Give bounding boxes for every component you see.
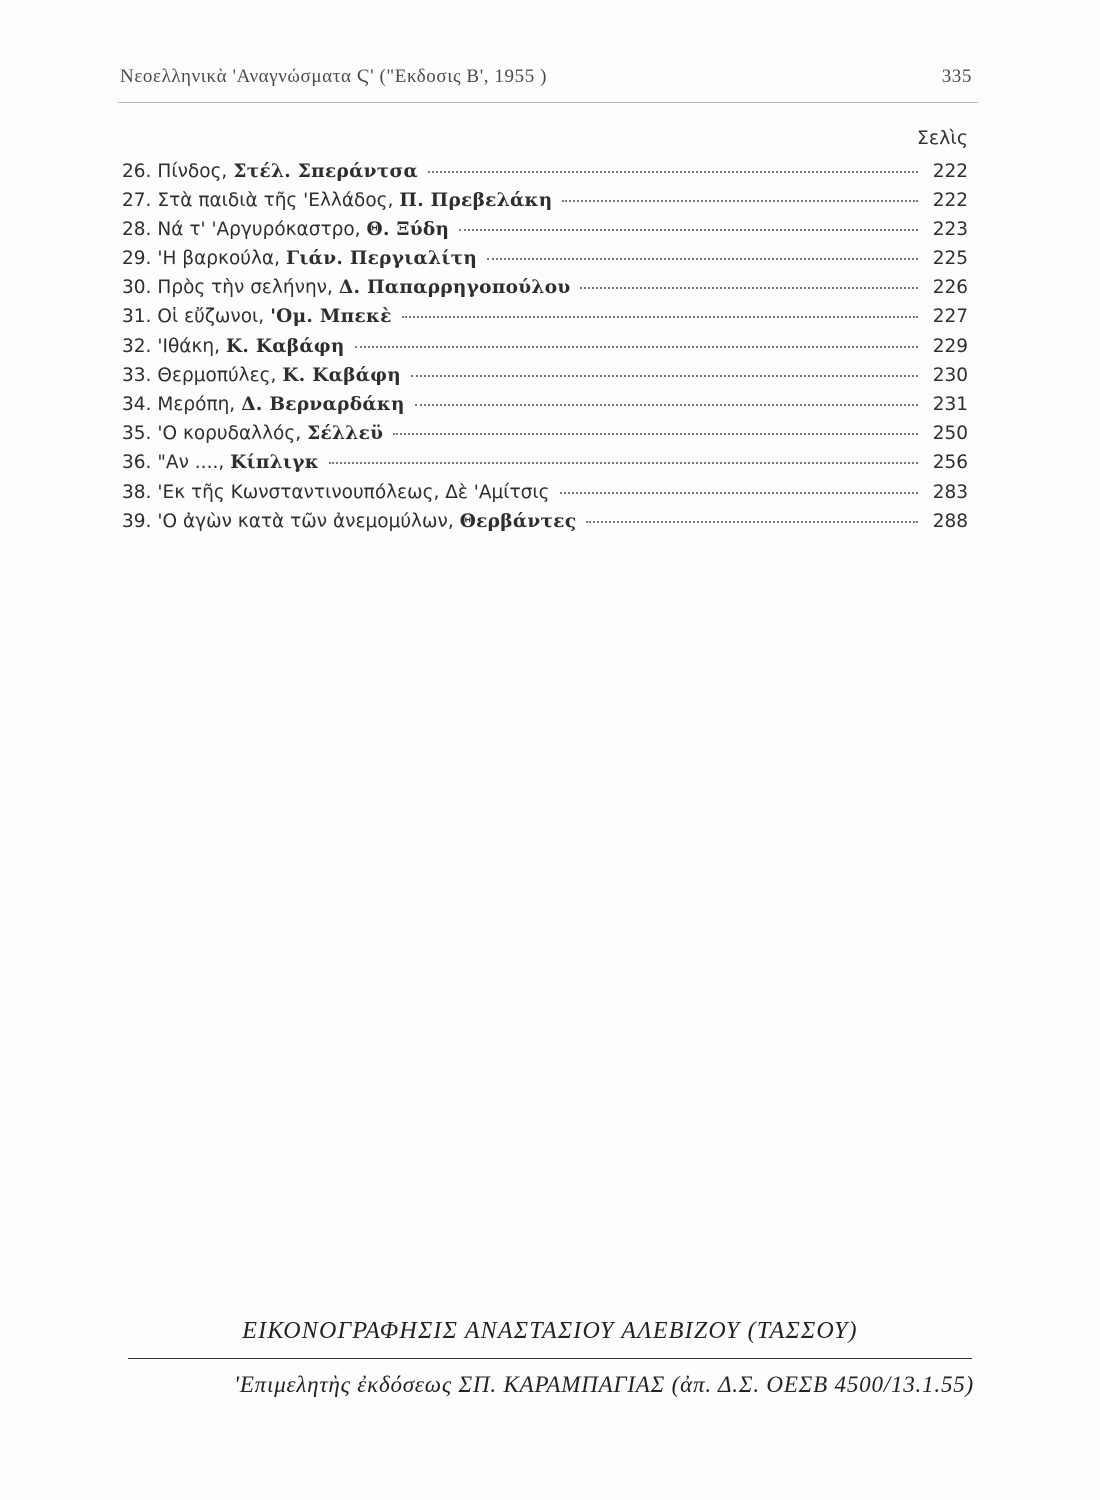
toc-entry-title: Μερόπη,	[157, 394, 236, 415]
dot-leader	[459, 210, 918, 231]
toc-entry-author: Θερβάντες	[459, 510, 577, 532]
toc-entry-page: 250	[932, 423, 968, 445]
page-number: 335	[941, 66, 972, 87]
footer-rule	[128, 1358, 972, 1359]
running-header-title: Νεοελληνικὰ 'Αναγνώσματα Ϛ' ("Εκδοσις Β', 1955 )	[120, 66, 548, 87]
toc-entry-number: 36.	[122, 452, 152, 474]
toc-entry-title: Στὰ παιδιὰ τῆς 'Ελλάδος,	[157, 189, 394, 211]
toc-entry-title: 'Η βαρκούλα,	[157, 248, 280, 270]
toc-entry-title: "Αν ....,	[157, 452, 225, 474]
toc-entry-author: Στέλ. Σπεράντσα	[233, 160, 419, 182]
toc-entry-title: 'Εκ τῆς Κωνσταντινουπόλεως, Δὲ 'Αμίτσις	[157, 481, 550, 503]
dot-leader	[487, 240, 918, 261]
toc-entry-number: 31.	[122, 306, 152, 328]
dot-leader	[415, 386, 918, 407]
toc-entry-author: 'Ομ. Μπεκὲ	[270, 306, 392, 328]
toc-entry-page: 222	[932, 189, 968, 211]
toc-entry-page: 225	[932, 248, 968, 270]
toc-entry-author: Γιάν. Περγιαλίτη	[286, 248, 478, 270]
toc-entry	[122, 506, 968, 535]
toc-entry-page: 288	[932, 510, 968, 532]
toc-entry-page: 222	[932, 160, 968, 182]
toc-entry-page: 226	[932, 277, 968, 299]
toc-entry-author: Κίπλιγκ	[230, 452, 319, 474]
toc-entry-number: 38.	[122, 481, 152, 503]
toc-entry-title: 'Ο ἀγὼν κατὰ τῶν ἀνεμομύλων,	[157, 510, 454, 532]
toc-entry-title: Νά τ' 'Αργυρόκαστρο,	[157, 218, 361, 240]
toc-entry-number: 39.	[122, 510, 152, 532]
illustration-credit: ΕΙΚΟΝΟΓΡΑΦΗΣΙΣ ΑΝΑΣΤΑΣΙΟΥ ΑΛΕΒΙΖΟΥ (ΤΑΣΣΟΥ)	[242, 1318, 858, 1344]
toc-entry-number: 33.	[122, 364, 152, 386]
toc-entry-author: Δ. Βερναρδάκη	[241, 394, 405, 415]
dot-leader	[428, 152, 918, 173]
toc-entry-title: Οἱ εὔζωνοι,	[157, 306, 265, 328]
toc-entry-title: 'Ιθάκη,	[157, 335, 220, 357]
toc-entry-author: Κ. Καβάφη	[282, 364, 402, 386]
toc-entry-number: 34.	[122, 394, 152, 415]
table-of-contents	[122, 156, 968, 535]
dot-leader	[355, 327, 918, 348]
toc-entry-title: Πίνδος,	[157, 160, 228, 182]
toc-entry-page: 283	[932, 481, 968, 503]
dot-leader	[402, 298, 918, 319]
toc-entry-number: 32.	[122, 335, 152, 357]
toc-entry-number: 26.	[122, 160, 152, 182]
dot-leader	[329, 444, 918, 465]
toc-entry-page: 229	[932, 335, 968, 357]
dot-leader	[411, 356, 918, 377]
page-column-label: Σελὶς	[916, 127, 968, 149]
toc-entry-title: Πρὸς τὴν σελήνην,	[157, 277, 333, 299]
dot-leader	[562, 181, 918, 202]
header-rule	[118, 102, 978, 103]
toc-entry-title: Θερμοπύλες,	[157, 364, 277, 386]
toc-entry-page: 223	[932, 218, 968, 240]
toc-entry-number: 27.	[122, 189, 152, 211]
toc-entry-number: 29.	[122, 248, 152, 270]
toc-entry-author: Κ. Καβάφη	[226, 335, 345, 357]
toc-entry-author: Δ. Παπαρρηγοπούλου	[338, 277, 571, 299]
toc-entry-author: Σέλλεϋ	[307, 423, 384, 445]
toc-entry-page: 227	[932, 306, 968, 328]
running-header	[120, 66, 972, 88]
dot-leader	[586, 502, 918, 523]
dot-leader	[560, 473, 919, 494]
toc-entry-number: 28.	[122, 218, 152, 240]
toc-entry-number: 35.	[122, 423, 152, 445]
toc-entry-page: 231	[932, 394, 968, 415]
dot-leader	[580, 269, 918, 290]
toc-entry-author: Θ. Ξύδη	[366, 218, 450, 240]
dot-leader	[393, 415, 918, 436]
toc-entry-author: Π. Πρεβελάκη	[399, 189, 553, 211]
toc-entry-page: 256	[932, 452, 968, 474]
toc-entry-title: 'Ο κορυδαλλός,	[157, 423, 302, 445]
toc-entry-number: 30.	[122, 277, 152, 299]
editor-line: 'Επιμελητὴς ἐκδόσεως ΣΠ. ΚΑΡΑΜΠΑΓΙΑΣ (ἀπ. Δ.Σ. ΟΕΣΒ 4500/13.1.55)	[234, 1372, 974, 1397]
toc-entry-page: 230	[932, 364, 968, 386]
